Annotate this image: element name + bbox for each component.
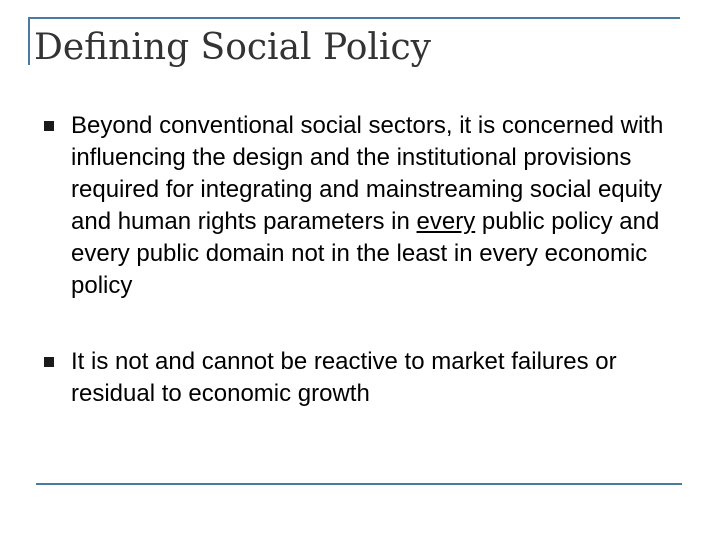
footer-rule [36, 483, 682, 485]
bullet-list [44, 110, 684, 410]
underlined-emphasis: every [416, 208, 476, 235]
bullet-item [44, 110, 684, 302]
square-bullet-icon [44, 357, 54, 367]
slide-title: Defining Social Policy [34, 27, 431, 68]
title-left-rule [28, 17, 30, 65]
bullet-text: It is not and cannot be reactive to market failures or residual to economic growth [71, 348, 617, 407]
bullet-item [44, 346, 684, 410]
title-top-rule [28, 17, 680, 19]
square-bullet-icon [44, 121, 54, 131]
bullet-text-after: public policy and every public domain not in the least in every economic policy [71, 208, 660, 299]
bullet-text [71, 110, 684, 302]
bullet-text-before: Beyond conventional social sectors, it is concerned with influencing the design and the institutional provisions required for integrating and mainstreaming social equity and human rights parameters in [71, 112, 664, 235]
